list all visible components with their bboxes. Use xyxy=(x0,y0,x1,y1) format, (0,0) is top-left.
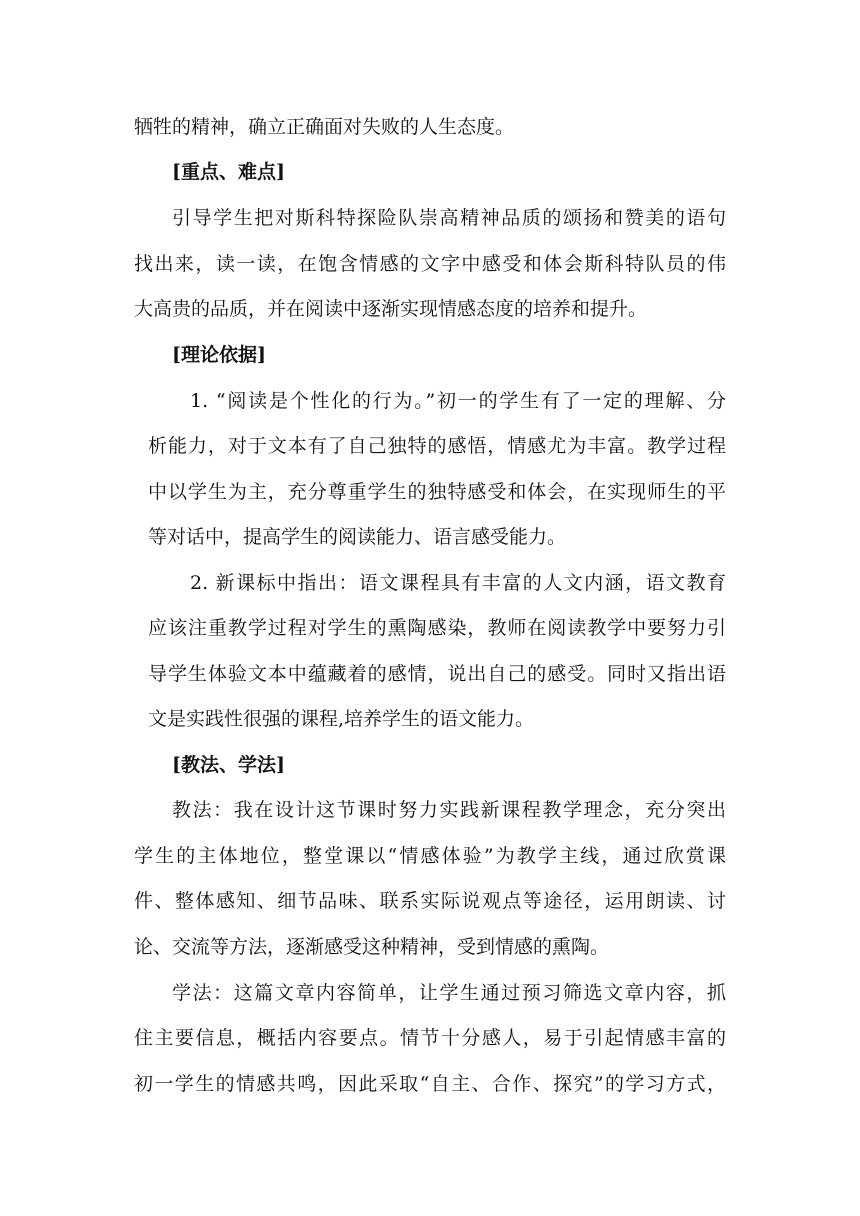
theory-item-2-line: 2. 新课标中指出：语文课程具有丰富的人文内涵，语文教育 xyxy=(190,572,726,594)
teaching-method-line: 教法：我在设计这节课时努力实践新课程教学理念，充分突出 xyxy=(172,799,726,821)
methods-heading: [教法、学法] xyxy=(172,754,285,776)
theory-item-1-line: 中以学生为主，充分尊重学生的独特感受和体会，在实现师生的平 xyxy=(148,481,726,503)
theory-item-1-line: 析能力，对于文本有了自己独特的感悟，情感尤为丰富。教学过程 xyxy=(148,435,726,457)
learning-method-line: 初一学生的情感共鸣，因此采取“自主、合作、探究”的学习方式， xyxy=(134,1073,726,1095)
key-points-line: 大高贵的品质，并在阅读中逐渐实现情感态度的培养和提升。 xyxy=(134,298,648,320)
teaching-method-line: 论、交流等方法，逐渐感受这种精神，受到情感的熏陶。 xyxy=(134,936,610,958)
theory-item-2-line: 应该注重教学过程对学生的熏陶感染，教师在阅读教学中要努力引 xyxy=(148,617,726,639)
key-points-line: 找出来，读一读，在饱含情感的文字中感受和体会斯科特队员的伟 xyxy=(134,253,726,275)
teaching-method-line: 件、整体感知、细节品味、联系实际说观点等途径，运用朗读、讨 xyxy=(134,890,726,912)
learning-method-line: 住主要信息，概括内容要点。情节十分感人，易于引起情感丰富的 xyxy=(134,1027,726,1049)
key-points-heading: [重点、难点] xyxy=(172,161,285,183)
theory-heading: [理论依据] xyxy=(172,344,266,366)
theory-item-2-line: 文是实践性很强的课程,培养学生的语文能力。 xyxy=(148,708,535,730)
learning-method-line: 学法：这篇文章内容简单，让学生通过预习筛选文章内容，抓 xyxy=(172,982,726,1004)
theory-item-2-line: 导学生体验文本中蕴藏着的感情，说出自己的感受。同时又指出语 xyxy=(148,663,726,685)
theory-item-1-line: 等对话中，提高学生的阅读能力、语言感受能力。 xyxy=(148,526,567,548)
intro-tail-line: 牺牲的精神，确立正确面对失败的人生态度。 xyxy=(134,116,515,138)
teaching-method-line: 学生的主体地位，整堂课以“情感体验”为教学主线，通过欣赏课 xyxy=(134,845,726,867)
key-points-line: 引导学生把对斯科特探险队崇高精神品质的颂扬和赞美的语句 xyxy=(172,207,726,229)
theory-item-1-line: 1. “阅读是个性化的行为。”初一的学生有了一定的理解、分 xyxy=(190,390,726,412)
